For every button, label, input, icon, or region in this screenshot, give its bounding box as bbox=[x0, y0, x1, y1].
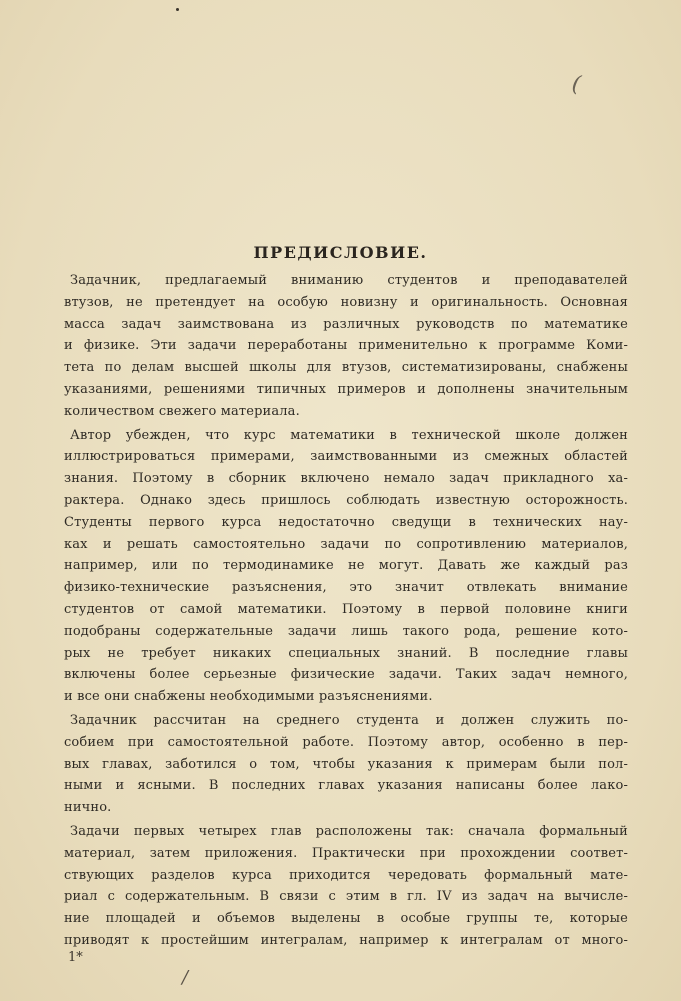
text-line: рых не требует никаких специальных знаний. В последние главы bbox=[64, 645, 628, 661]
text-line: количеством свежего материала. bbox=[64, 403, 300, 419]
text-line: включены более серьезные физические задачи. Таких задач немного, bbox=[64, 667, 628, 683]
page-number: 1* bbox=[68, 950, 83, 965]
ink-dot-mark bbox=[176, 8, 179, 11]
paragraph-3 bbox=[64, 710, 628, 819]
text-line: втузов, не претендует на особую новизну и оригинальность. Основная bbox=[64, 294, 628, 310]
paragraph-4 bbox=[64, 821, 628, 952]
text-line: студентов от самой математики. Поэтому в первой половине книги bbox=[64, 601, 628, 617]
text-line: собием при самостоятельной работе. Поэтому автор, особенно в пер- bbox=[64, 734, 628, 750]
text-line: Задачи первых четырех глав расположены так: сначала формальный bbox=[70, 823, 628, 839]
text-line: ние площадей и объемов выделены в особые группы те, которые bbox=[64, 911, 628, 927]
text-line: указаниями, решениями типичных примеров и дополнены значительным bbox=[64, 381, 628, 397]
text-line: Задачник, предлагаемый вниманию студентов и преподавателей bbox=[70, 273, 628, 288]
text-line: например, или по термодинамике не могут. Давать же каждый раз bbox=[64, 558, 628, 574]
text-line: риал с содержательным. В связи с этим в гл. IV из задач на вычисле- bbox=[64, 889, 628, 905]
text-line: знания. Поэтому в сборник включено немало задач прикладного ха- bbox=[64, 471, 628, 487]
page-title: ПРЕДИСЛОВИЕ. bbox=[253, 243, 428, 262]
document-body bbox=[64, 270, 628, 954]
text-line: ствующих разделов курса приходится чередовать формальный мате- bbox=[64, 867, 628, 883]
paragraph-2 bbox=[64, 425, 628, 708]
text-line: Студенты первого курса недостаточно сведущи в технических нау- bbox=[64, 514, 628, 530]
text-line: Задачник рассчитан на среднего студента и должен служить по- bbox=[70, 712, 628, 728]
paragraph-1 bbox=[64, 270, 628, 423]
text-line: нично. bbox=[64, 800, 112, 816]
text-line: масса задач заимствована из различных руководств по математике bbox=[64, 316, 628, 332]
text-line: ными и ясными. В последних главах указания написаны более лако- bbox=[64, 778, 628, 794]
text-line: вых главах, заботился о том, чтобы указания к примерам были пол- bbox=[64, 756, 628, 772]
text-line: ках и решать самостоятельно задачи по сопротивлению материалов, bbox=[64, 536, 628, 552]
text-line: материал, затем приложения. Практически при прохождении соответ- bbox=[64, 845, 628, 861]
text-line: тета по делам высшей школы для втузов, систематизированы, снабжены bbox=[64, 360, 628, 376]
pencil-stroke-mark: ( bbox=[570, 71, 583, 98]
text-line: Автор убежден, что курс математики в технической школе должен bbox=[70, 427, 628, 443]
text-line: иллюстрироваться примерами, заимствованными из смежных областей bbox=[64, 449, 628, 465]
text-line: физико-технические разъяснения, это значит отвлекать внимание bbox=[64, 580, 628, 596]
pencil-stroke-mark: / bbox=[182, 967, 189, 988]
text-line: и все они снабжены необходимыми разъяснениями. bbox=[64, 689, 433, 705]
text-line: приводят к простейшим интегралам, например к интегралам от много- bbox=[64, 932, 628, 948]
text-line: подобраны содержательные задачи лишь такого рода, решение кото- bbox=[64, 623, 628, 639]
text-line: и физике. Эти задачи переработаны применительно к программе Коми- bbox=[64, 338, 628, 354]
text-line: рактера. Однако здесь пришлось соблюдать известную осторожность. bbox=[64, 492, 628, 508]
